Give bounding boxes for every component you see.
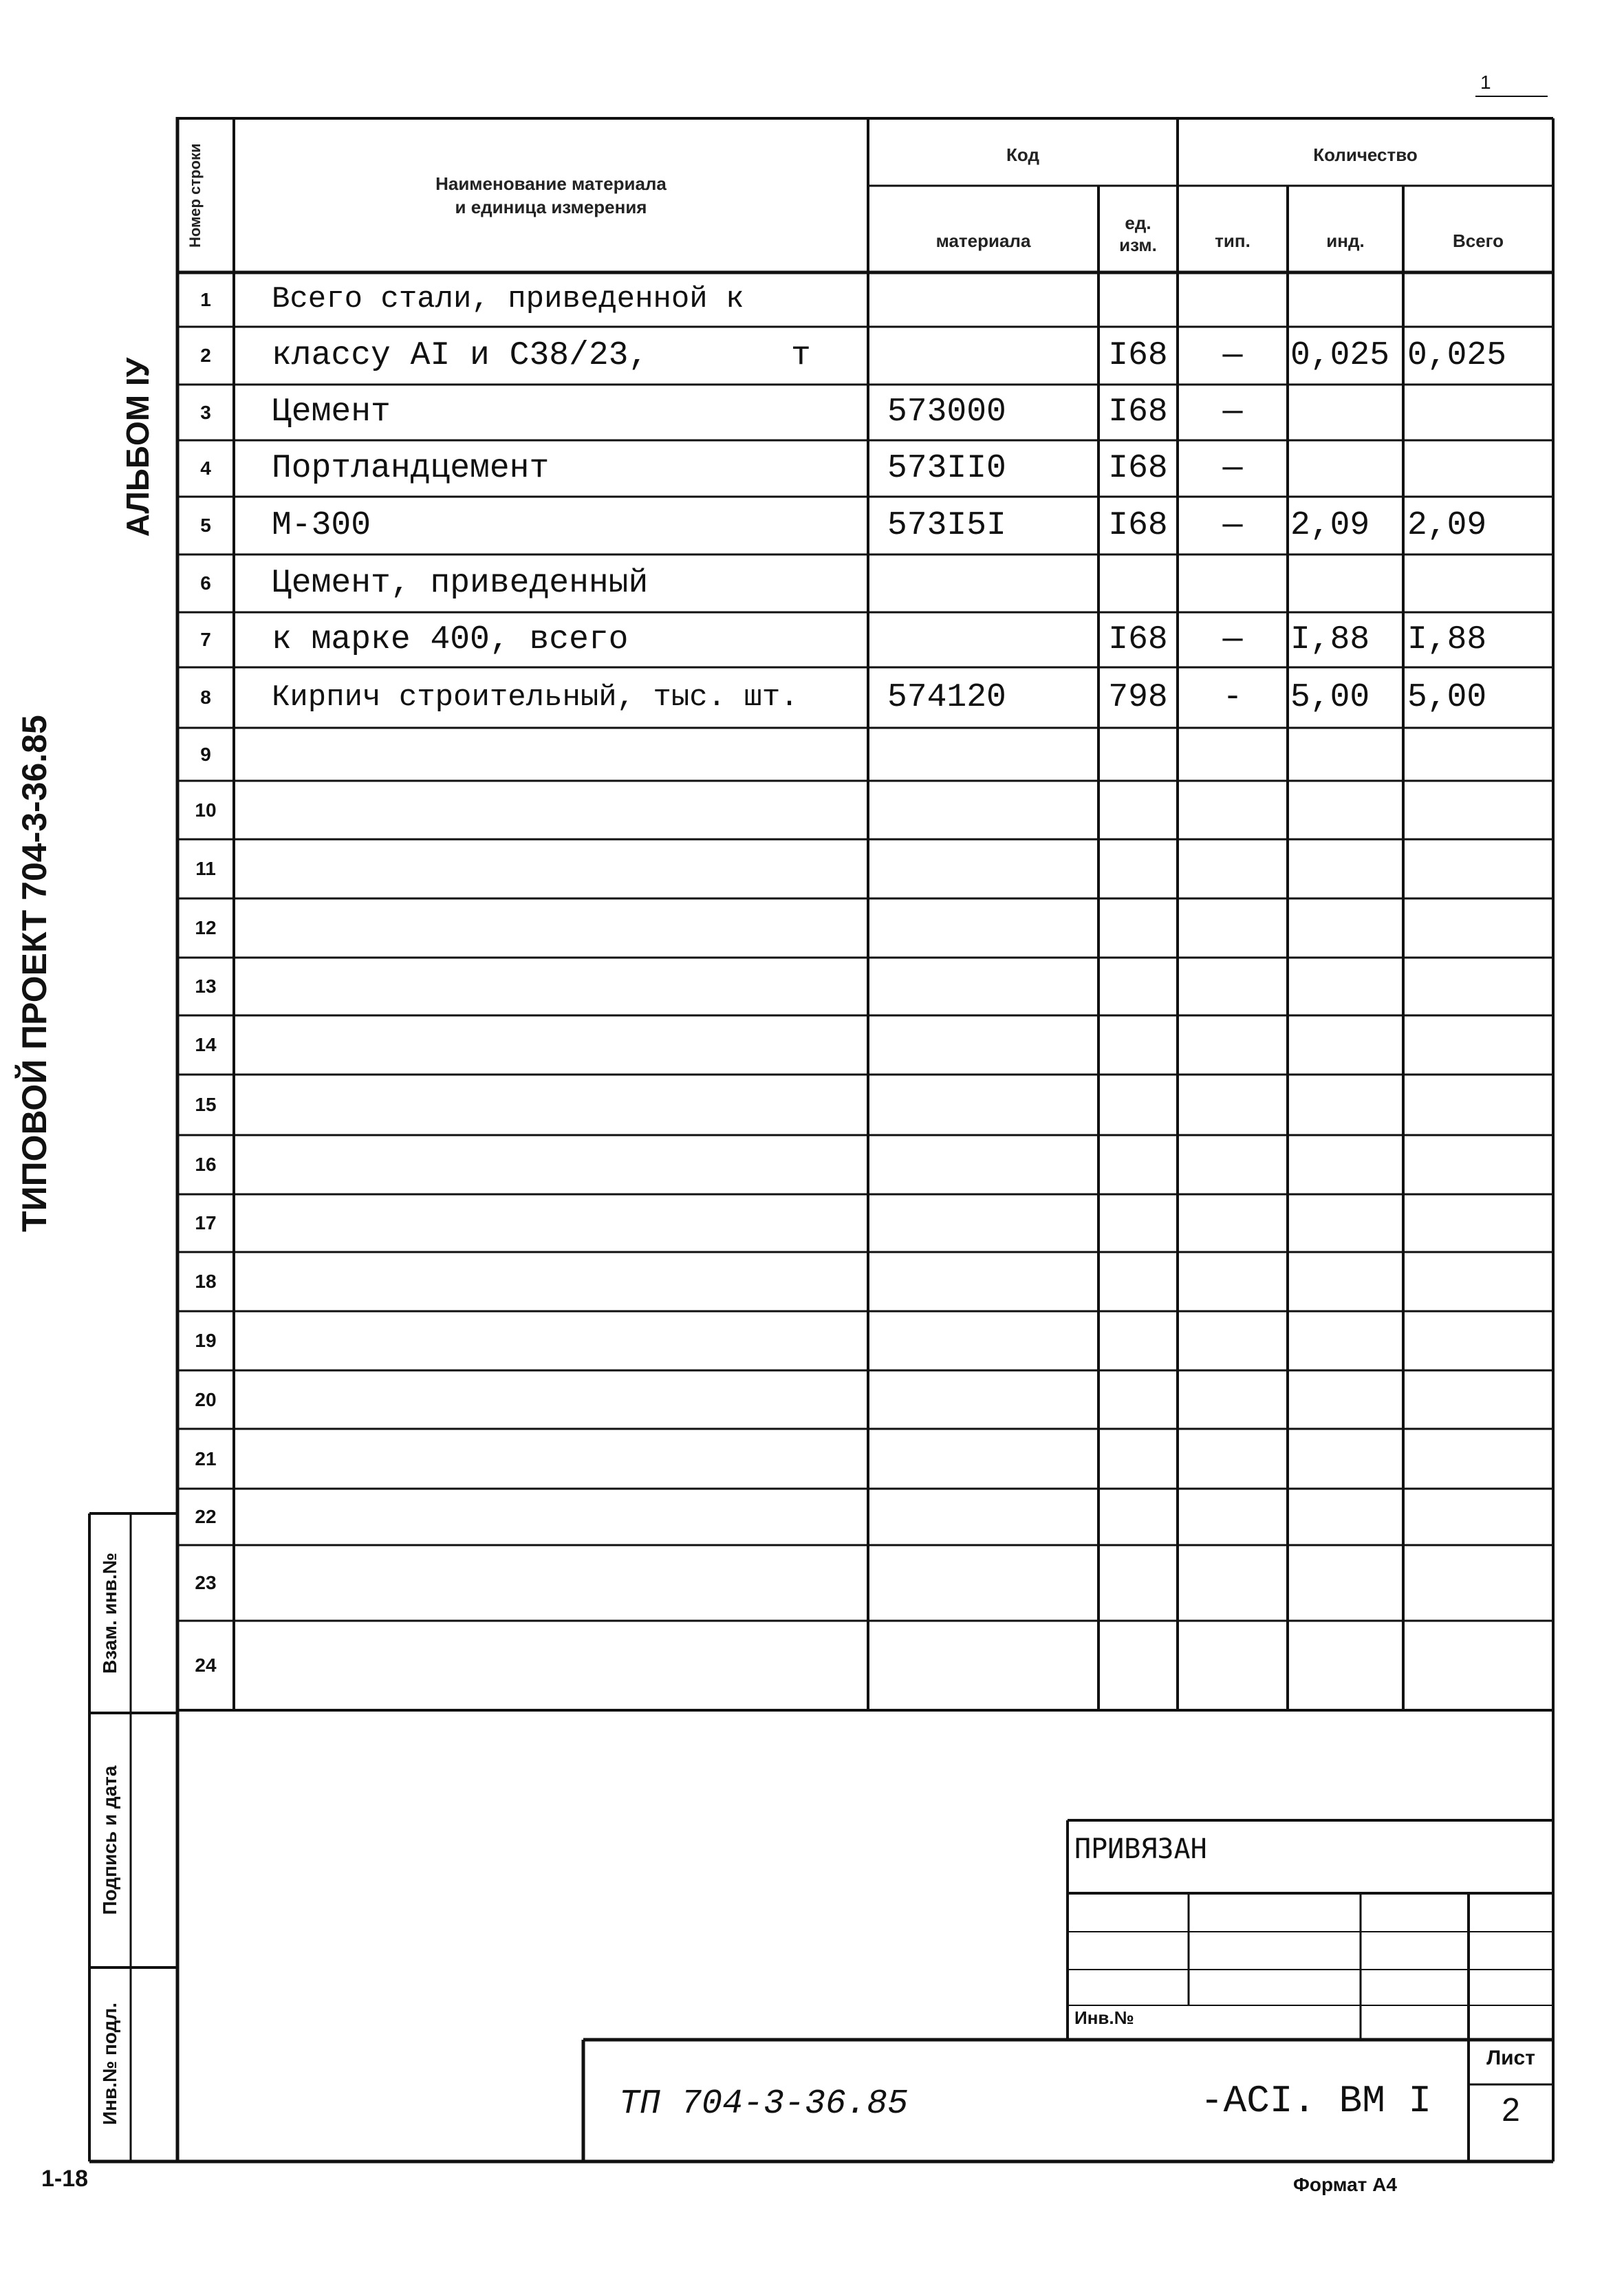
album-label: АЛЬБОМ IУ: [120, 357, 155, 537]
corner-sheet-mark: 1: [1480, 72, 1491, 93]
table-row: [0, 781, 1624, 839]
stamp-signature-date: Подпись и дата: [99, 1765, 120, 1915]
table-row: [0, 1311, 1624, 1370]
sheet-number: 2: [1502, 2092, 1520, 2128]
row-number: 11: [195, 858, 216, 879]
row-number: 1: [200, 289, 211, 310]
header-name: [234, 172, 868, 219]
header-code-unit-line1: ед.: [1125, 213, 1151, 233]
row-number: 6: [200, 572, 211, 594]
row-number: 23: [195, 1572, 217, 1593]
row-number: 4: [200, 457, 211, 479]
format-label: Формат А4: [1293, 2174, 1397, 2195]
row-name: Цемент, приведенный: [272, 565, 649, 602]
row-number: 14: [195, 1034, 217, 1055]
project-label: ТИПОВОЙ ПРОЕКТ 704-3-36.85: [15, 715, 54, 1232]
header-code-material: материала: [935, 230, 1031, 251]
header-qty-ind: инд.: [1326, 230, 1365, 251]
row-number: 16: [195, 1154, 217, 1175]
header-code-unit: [1098, 212, 1178, 256]
table-row: [0, 1194, 1624, 1252]
row-qty-typ: —: [1222, 621, 1243, 658]
row-qty-typ: —: [1222, 507, 1243, 544]
stamp-replacement-inv: Взам. инв.№: [99, 1553, 120, 1674]
row-qty-total: I,88: [1407, 621, 1487, 658]
page-reference: 1-18: [41, 2166, 89, 2192]
row-number: 20: [195, 1389, 217, 1410]
row-number: 2: [200, 345, 211, 366]
row-number: 24: [195, 1654, 217, 1676]
table-row: [0, 958, 1624, 1015]
row-qty-total: 2,09: [1407, 507, 1487, 544]
table-row: [0, 667, 1624, 728]
table-row: [0, 1252, 1624, 1311]
row-qty-typ: —: [1222, 337, 1243, 374]
table-row: [0, 1489, 1624, 1545]
row-name: Кирпич строительный, тыс. шт.: [272, 680, 799, 715]
header-code-group: Код: [1006, 144, 1039, 165]
row-number: 9: [200, 744, 211, 765]
table-row: [0, 1370, 1624, 1429]
row-number: 12: [195, 917, 217, 938]
row-number: 5: [200, 515, 211, 536]
row-code: 573000: [887, 393, 1006, 431]
table-row: [0, 497, 1624, 554]
row-number: 17: [195, 1212, 217, 1233]
row-qty-ind: 2,09: [1290, 507, 1370, 544]
sheet-code: -АСI. ВМ I: [1200, 2079, 1432, 2123]
row-qty-typ: -: [1222, 679, 1243, 716]
row-code: 574120: [887, 679, 1006, 716]
row-name-unit: т: [791, 337, 811, 374]
row-number: 18: [195, 1271, 217, 1292]
header-code-unit-line2: изм.: [1119, 235, 1157, 255]
table-row: [0, 839, 1624, 898]
row-number: 10: [195, 799, 217, 821]
row-unit: I68: [1108, 393, 1168, 431]
table-row: [0, 1429, 1624, 1489]
row-qty-ind: I,88: [1290, 621, 1370, 658]
table-row: [0, 385, 1624, 440]
row-qty-total: 5,00: [1407, 679, 1487, 716]
header-qty-typ: тип.: [1215, 230, 1251, 251]
table-row: [0, 898, 1624, 958]
row-name: Портландцемент: [272, 450, 550, 487]
header-qty-total: Всего: [1452, 230, 1504, 251]
row-number: 15: [195, 1094, 217, 1115]
row-unit: I68: [1108, 337, 1168, 374]
row-number: 21: [195, 1448, 217, 1469]
header-qty-group: Количество: [1313, 144, 1418, 165]
table-row: [0, 612, 1624, 667]
row-unit: I68: [1108, 621, 1168, 658]
row-name: Всего стали, приведенной к: [272, 282, 744, 316]
row-name: М-300: [272, 507, 371, 544]
table-row: [0, 1075, 1624, 1135]
table-row: [0, 1015, 1624, 1075]
sheet-label: Лист: [1486, 2047, 1535, 2069]
row-unit: 798: [1108, 679, 1168, 716]
row-unit: I68: [1108, 450, 1168, 487]
stamp-original-inv: Инв.№ подл.: [99, 2003, 120, 2126]
row-code: 573I5I: [887, 507, 1006, 544]
row-number: 3: [200, 402, 211, 423]
row-qty-ind: 0,025: [1290, 337, 1390, 374]
row-number: 13: [195, 975, 217, 997]
table-row: [0, 1135, 1624, 1194]
inv-number-label: Инв.№: [1074, 2007, 1134, 2028]
row-name: к марке 400, всего: [272, 621, 629, 658]
row-qty-typ: —: [1222, 450, 1243, 487]
header-name-line2: и единица измерения: [455, 197, 647, 217]
header-row-number: Номер строки: [186, 143, 204, 248]
header-name-line1: Наименование материала: [435, 173, 667, 194]
row-code: 573II0: [887, 450, 1006, 487]
table-row: [0, 272, 1624, 327]
table-row: [0, 1545, 1624, 1621]
row-qty-typ: —: [1222, 393, 1243, 431]
table-row: [0, 440, 1624, 497]
row-number: 7: [200, 629, 211, 650]
table-row: [0, 554, 1624, 612]
row-number: 19: [195, 1330, 217, 1351]
row-name: Цемент: [272, 393, 391, 431]
table-row: [0, 728, 1624, 781]
row-qty-ind: 5,00: [1290, 679, 1370, 716]
row-name: классу АI и С38/23,: [272, 337, 649, 374]
row-number: 8: [200, 687, 211, 708]
bound-label: ПРИВЯЗАН: [1074, 1833, 1207, 1865]
designation-code: ТП 704-3-36.85: [619, 2084, 909, 2124]
row-unit: I68: [1108, 507, 1168, 544]
table-row: [0, 1621, 1624, 1710]
row-qty-total: 0,025: [1407, 337, 1507, 374]
row-number: 22: [195, 1506, 217, 1527]
table-row: [0, 327, 1624, 385]
